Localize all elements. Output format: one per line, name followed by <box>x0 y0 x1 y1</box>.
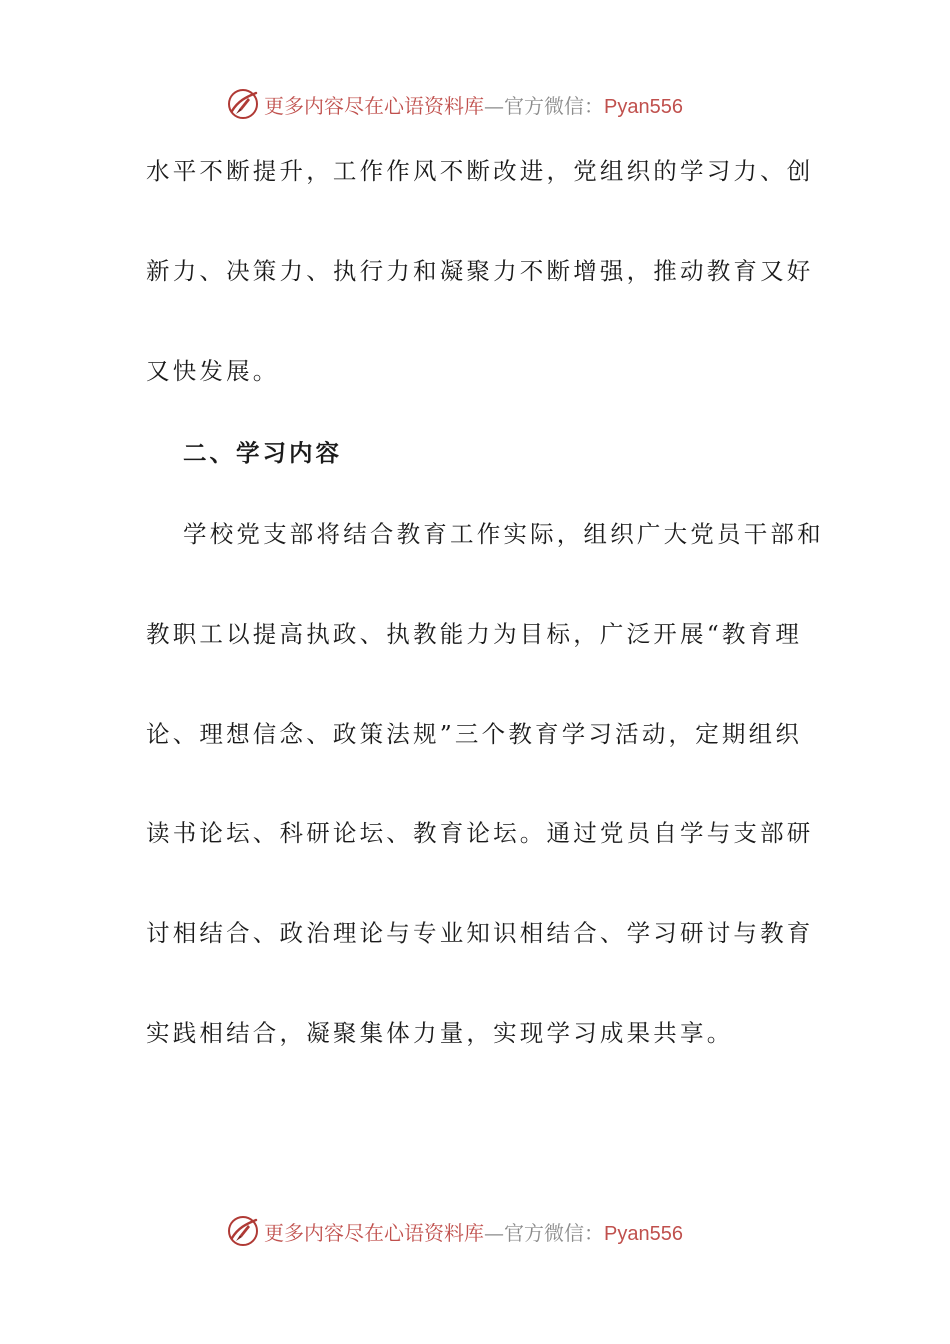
banner-dash: — <box>484 93 504 118</box>
section-heading: 二、学习内容 <box>183 439 342 467</box>
wechat-id: Pyan556 <box>604 95 683 118</box>
pen-nib-logo-icon <box>226 1214 260 1248</box>
wechat-label: 官方微信： <box>504 1220 604 1245</box>
footer-banner <box>226 1213 683 1249</box>
paragraph-line: 论、理想信念、政策法规”三个教育学习活动，定期组织 <box>146 720 803 748</box>
paragraph-line: 新力、决策力、执行力和凝聚力不断增强，推动教育又好 <box>146 257 814 285</box>
banner-title: 更多内容尽在心语资料库 <box>264 93 484 118</box>
wechat-label: 官方微信： <box>504 93 604 118</box>
paragraph-line: 学校党支部将结合教育工作实际，组织广大党员干部和 <box>183 520 824 548</box>
paragraph-line: 读书论坛、科研论坛、教育论坛。通过党员自学与支部研 <box>146 819 814 847</box>
paragraph-line: 又快发展。 <box>146 357 280 385</box>
paragraph-line: 讨相结合、政治理论与专业知识相结合、学习研讨与教育 <box>146 919 814 947</box>
paragraph-line: 实践相结合，凝聚集体力量，实现学习成果共享。 <box>146 1019 734 1047</box>
paragraph-line: 教职工以提高执政、执教能力为目标，广泛开展“教育理 <box>146 620 803 648</box>
paragraph-line: 水平不断提升，工作作风不断改进，党组织的学习力、创 <box>146 157 814 185</box>
banner-dash: — <box>484 1220 504 1245</box>
banner-title: 更多内容尽在心语资料库 <box>264 1220 484 1245</box>
wechat-id: Pyan556 <box>604 1222 683 1245</box>
header-banner <box>226 86 683 122</box>
pen-nib-logo-icon <box>226 87 260 121</box>
